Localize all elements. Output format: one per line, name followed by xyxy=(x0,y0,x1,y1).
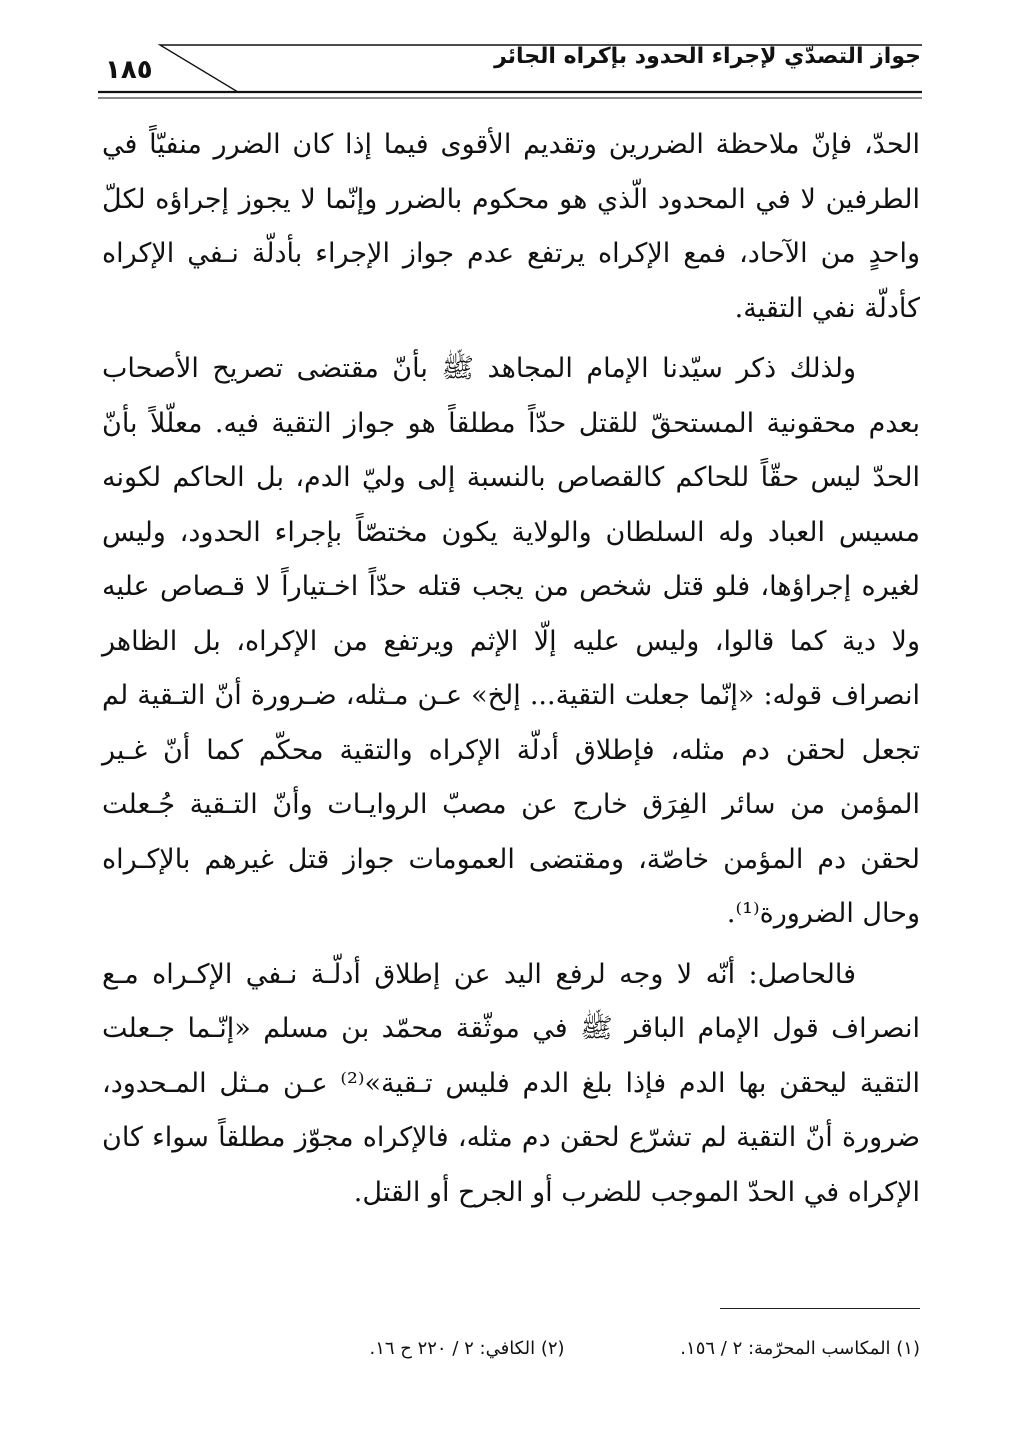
paragraph: فالحاصل: أنّه لا وجه لرفع اليد عن إطلاق أدلّـة نـفي الإكـراه مـع انصراف قول الإمام الباقر ﷺ في موثّقة محمّد بن مسلم «إنّـما جـعلت التقية ليحقن بها الدم فإذا بلغ الدم فليس تـقية»⁽²⁾ عـن مـثل المـحدود، ضرورة أنّ التقية لم تشرّع لحقن دم مثله، فالإكراه مجوّز مطلقاً سواء كان الإكراه في الحدّ الموجب للضرب أو الجرح أو القتل. xyxy=(102,958,920,1208)
page-header xyxy=(0,0,1021,110)
footnotes xyxy=(102,1338,920,1359)
running-title: جواز التصدّي لإجراء الحدود بإكراه الجائر xyxy=(494,44,921,69)
paragraph: ولذلك ذكر سيّدنا الإمام المجاهد ﷺ بأنّ مقتضى تصريح الأصحاب بعدم محقونية المستحقّ للقتل حدّاً مطلقاً هو جواز التقية فيه. معلّلاً بأنّ الحدّ ليس حقّاً للحاكم كالقصاص بالنسبة إلى وليّ الدم، بل الحاكم لكونه مسيس العباد وله السلطان والولاية يكون مختصّاً بإجراء الحدود، وليس لغيره إجراؤها، فلو قتل شخص من يجب قتله حدّاً اخـتياراً لا قـصاص عليه ولا دية كما قالوا، وليس عليه إلّا الإثم ويرتفع من الإكراه، بل الظاهر انصراف قوله: «إنّما جعلت التقية... إلخ» عـن مـثله، ضـرورة أنّ التـقية لم تجعل لحقن دم مثله، فإطلاق أدلّة الإكراه والتقية محكّم كما أنّ غـير المؤمن من سائر الفِرَق خارج عن مصبّ الروايـات وأنّ التـقية جُـعلت لحقن دم المؤمن خاصّة، ومقتضى العمومات جواز قتل غيرهم بالإكـراه وحال الضرورة⁽¹⁾. xyxy=(102,353,920,929)
footnote-divider xyxy=(720,1308,920,1309)
main-text xyxy=(102,118,920,1220)
footnote-2: (٢) الكافي: ٢ / ٢٢٠ ح ١٦. xyxy=(369,1338,565,1359)
paragraph: الحدّ، فإنّ ملاحظة الضررين وتقديم الأقوى فيما إذا كان الضرر منفيّاً في الطرفين لا في المحدود الّذي هو محكوم بالضرر وإنّما لا يجوز إجراؤه لكلّ واحدٍ من الآحاد، فمع الإكراه يرتفع عدم جواز الإجراء بأدلّة نـفي الإكراه كأدلّة نفي التقية. xyxy=(102,129,920,324)
footnote-1: (١) المكاسب المحرّمة: ٢ / ١٥٦. xyxy=(680,1338,920,1359)
page-number: ١٨٥ xyxy=(105,55,153,85)
